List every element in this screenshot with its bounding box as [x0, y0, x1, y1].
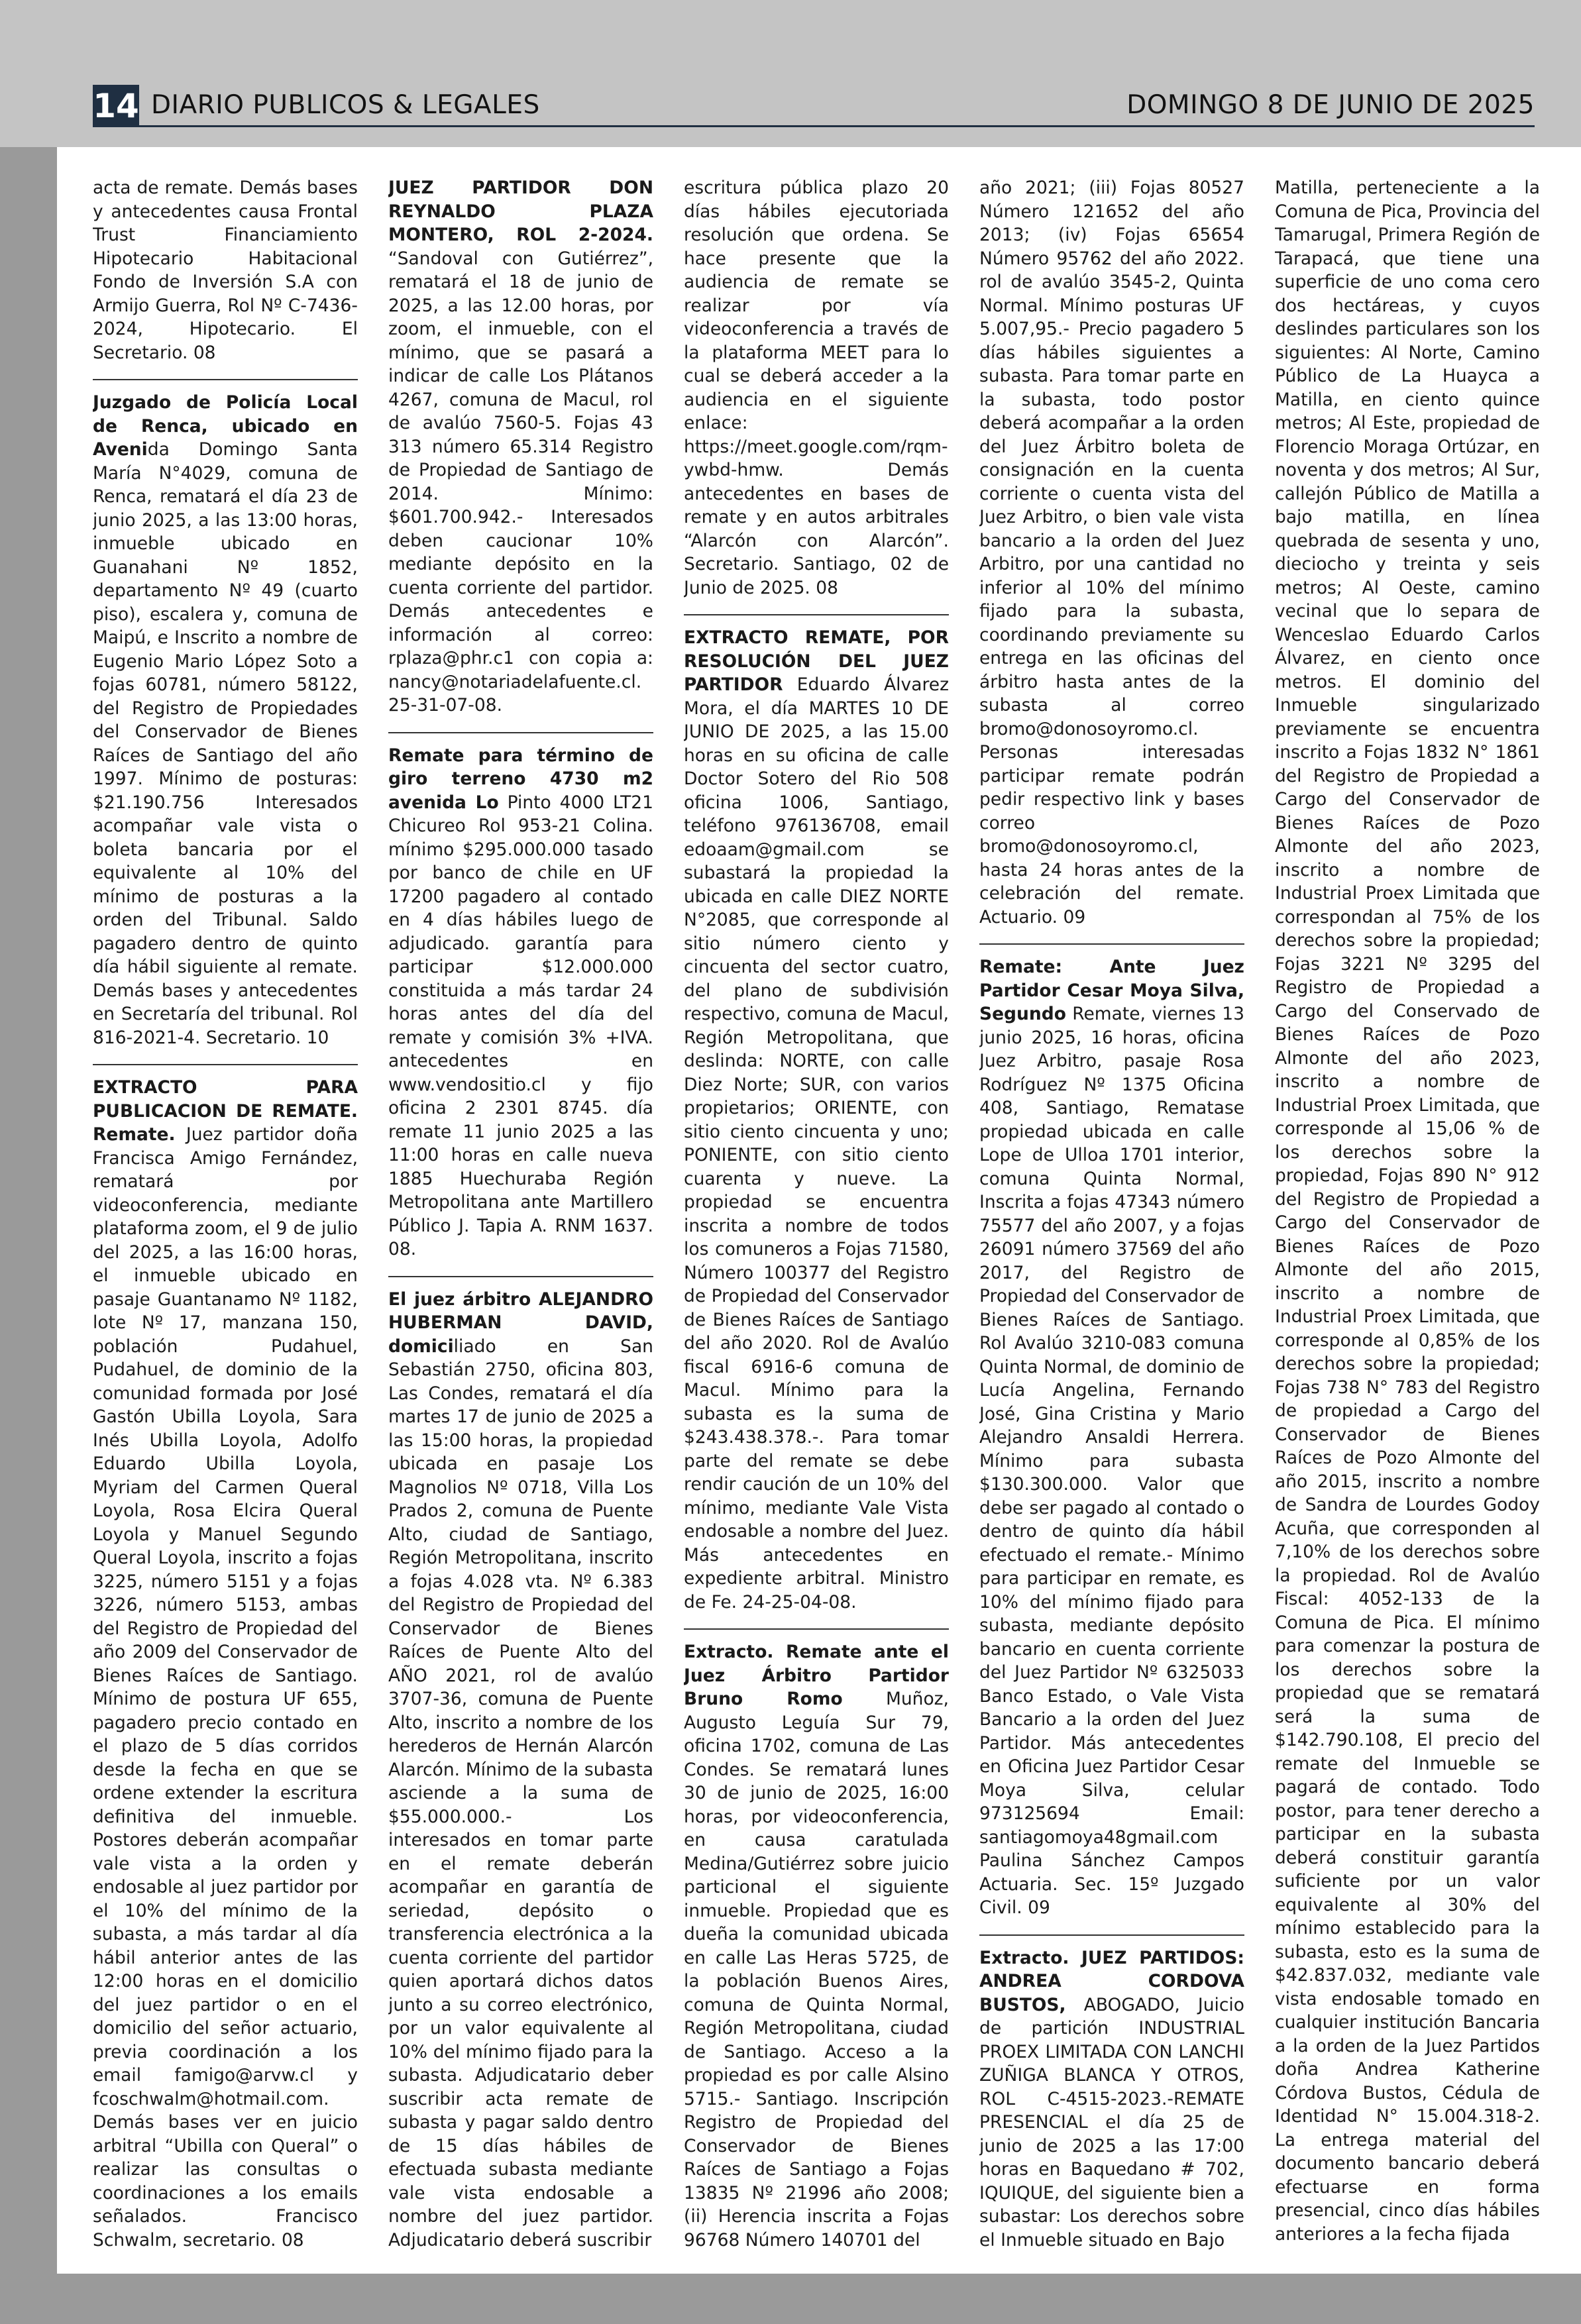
- notice-text: Juzgado de Policía Local de Renca, ubicado en Avenida Domingo Santa María N°4029, comuna de Renca, rematará el día 23 de junio 2025, a las 13:00 horas, inmueble ubicado en Guanahani Nº 1852, departamento Nº 49 (cuarto piso), escalera y, comuna de Maipú, e Inscrito a nombre de Eugenio Mario López Soto a fojas 60781, número 58122, del Registro de Propiedades del Conservador de Bienes Raíces de Santiago del año 1997. Mínimo de posturas: $21.190.756 Interesados acompañar vale vista o boleta bancaria por el equivalente al 10% del mínimo de posturas a la orden del Tribunal. Saldo pagadero dentro de quinto día hábil siguiente al remate. Demás bases y antecedentes en Secretaría del tribunal. Rol 816-2021-4. Secretario. 10: [93, 392, 358, 1048]
- notice-separator: [684, 1628, 949, 1630]
- notice-separator: [93, 379, 358, 380]
- column-5: [1275, 176, 1540, 2263]
- notice-text: escritura pública plazo 20 días hábiles ejecutoriada resolución que ordena. Se hace presente que la audiencia de remate se realizar por vía videoconferencia a través de la plataforma MEET para lo cual se deberá acceder a la audiencia en el siguiente enlace: https://meet.google.com/rqm-ywbd-hmw. Demás antecedentes en bases de remate y en autos arbitrales “Alarcón con Alarcón”. Secretario. Santiago, 02 de Junio de 2025. 08: [684, 178, 949, 598]
- notice-separator: [93, 1064, 358, 1065]
- notice-text: Remate: Ante Juez Partidor Cesar Moya Silva, Segundo Remate, viernes 13 junio 2025, 16 horas, oficina Juez Arbitro, pasaje Rosa Rodríguez Nº 1375 Oficina 408, Santiago, Rematase propiedad ubicada en calle Lope de Ulloa 1701 interior, comuna Quinta Normal, Inscrita a fojas 47343 número 75577 del año 2007, y a fojas 26091 número 37569 del año 2017, del Registro de Propiedad del Conservador de Bienes Raíces de Santiago. Rol Avalúo 3210-083 comuna Quinta Normal, de dominio de Lucía Angelina, Fernando José, Gina Cristina y Mario Alejandro Ansaldi Herrera. Mínimo para subasta $130.300.000. Valor que debe ser pagado al contado o dentro de quinto día hábil efectuado el remate.- Mínimo para participar en remate, es 10% del mínimo fijado para subasta, mediante depósito bancario en cuenta corriente del Juez Partidor Nº 6325033 Banco Estado, o Vale Vista Bancario a la orden del Juez Partidor. Más antecedentes en Oficina Juez Partidor Cesar Moya Silva, celular 973125694 Email: santiagomoya48gmail.com Paulina Sánchez Campos Actuaria. Sec. 15º Juzgado Civil. 09: [979, 957, 1244, 1918]
- notice-text: El juez árbitro ALEJANDRO HUBERMAN DAVID, domiciliado en San Sebastián 2750, oficina 803, Las Condes, rematará el día martes 17 de junio de 2025 a las 15:00 horas, la propiedad ubicada en pasaje Los Magnolios Nº 0718, Villa Los Prados 2, comuna de Puente Alto, ciudad de Santiago, Región Metropolitana, inscrito a fojas 4.028 vta. Nº 6.383 del Registro de Propiedad del Conservador de Bienes Raíces de Puente Alto del AÑO 2021, rol de avalúo 3707-36, comuna de Puente Alto, inscrito a nombre de los herederos de Hernán Alarcón Alarcón. Mínimo de la subasta asciende a la suma de $55.000.000.- Los interesados en tomar parte en el remate deberán acompañar en garantía de seriedad, depósito o transferencia electrónica a la cuenta corriente del partidor quien aportará dichos datos junto a su correo electrónico, por un valor equivalente al 10% del mínimo fijado para la subasta. Adjudicatario deber suscribir acta remate de subasta y pagar saldo dentro de 15 días hábiles de efectuada subasta mediante vale vista endosable a nombre del juez partidor. Adjudicatario deberá suscribir: [388, 1289, 653, 2250]
- notice-text: EXTRACTO PARA PUBLICACION DE REMATE. Remate. Juez partidor doña Francisca Amigo Fernández, rematará por videoconferencia, mediante plataforma zoom, el 9 de julio del 2025, a las 16:00 horas, el inmueble ubicado en pasaje Guantanamo Nº 1182, lote Nº 17, manzana 150, población Pudahuel, Pudahuel, de dominio de la comunidad formada por José Gastón Ubilla Loyola, Sara Inés Ubilla Loyola, Adolfo Eduardo Ubilla Loyola, Myriam del Carmen Queral Loyola, Rosa Elcira Queral Loyola y Manuel Segundo Queral Loyola, inscrito a fojas 3225, número 5151 y a fojas 3226, número 5153, ambas del Registro de Propiedad del año 2009 del Conservador de Bienes Raíces de Santiago. Mínimo de postura UF 655, pagadero precio contado en el plazo de 5 días corridos desde la fecha en que se ordene extender la escritura definitiva del inmueble. Postores deberán acompañar vale vista a la orden y endosable al juez partidor por el 10% del mínimo de la subasta, a más tardar al día hábil anterior antes de las 12:00 horas en el domicilio del juez partidor o en el domicilio del señor actuario, previa coordinación a los email famigo@arvw.cl y fcoschwalm@hotmail.com. Demás bases ver en juicio arbitral “Ubilla con Queral” o realizar las consultas o coordinaciones a los emails señalados. Francisco Schwalm, secretario. 08: [93, 1077, 358, 2250]
- notice-separator: [979, 1934, 1244, 1936]
- section-title: DIARIO PUBLICOS & LEGALES: [151, 90, 540, 120]
- notice-separator: [388, 1276, 653, 1277]
- page-number: 14: [93, 85, 139, 127]
- page-sheet: [57, 147, 1581, 2274]
- issue-date: DOMINGO 8 DE JUNIO DE 2025: [1126, 90, 1535, 120]
- column-4: [979, 176, 1244, 2263]
- column-2: [388, 176, 653, 2263]
- column-1: [93, 176, 358, 2263]
- notice-separator: [684, 614, 949, 615]
- notice-text: año 2021; (iii) Fojas 80527 Número 121652 del año 2013; (iv) Fojas 65654 Número 95762 del año 2022. rol de avalúo 3545-2, Quinta Normal. Mínimo posturas UF 5.007,95.- Precio pagadero 5 días hábiles siguientes a subasta. Para tomar parte en la subasta, todo postor deberá acompañar a la orden del Juez Árbitro boleta de consignación en la cuenta corriente o cuenta vista del Juez Arbitro, o bien vale vista bancario a la orden del Juez Arbitro, por una cantidad no inferior al 10% del mínimo fijado para la subasta, coordinando previamente su entrega en las oficinas del árbitro hasta antes de la subasta al correo bromo@donosoyromo.cl. Personas interesadas participar remate podrán pedir respectivo link y bases correo bromo@donosoyromo.cl, hasta 24 horas antes de la celebración del remate. Actuario. 09: [979, 178, 1244, 927]
- notice-text: Remate para término de giro terreno 4730 m2 avenida Lo Pinto 4000 LT21 Chicureo Rol 953-21 Colina. mínimo $295.000.000 tasado por banco de chile en UF 17200 pagadero al contado en 4 días hábiles luego de adjudicado. garantía para participar $12.000.000 constituida a más tardar 24 horas antes del día del remate y comisión 3% +IVA. antecedentes en www.vendositio.cl y fijo oficina 2 2301 8745. día remate 11 junio 2025 a las 11:00 horas en calle nueva 1885 Huechuraba Región Metropolitana ante Martillero Público J. Tapia A. RNM 1637. 08.: [388, 745, 653, 1259]
- notice-text: acta de remate. Demás bases y antecedentes causa Frontal Trust Financiamiento Hipotecario Habitacional Fondo de Inversión S.A con Armijo Guerra, Rol Nº C-7436-2024, Hipotecario. El Secretario. 08: [93, 178, 358, 363]
- page-header: [0, 0, 1581, 147]
- notice-text: JUEZ PARTIDOR DON REYNALDO PLAZA MONTERO, ROL 2-2024. “Sandoval con Gutiérrez”, rematará el 18 de junio de 2025, a las 12.00 horas, por zoom, el inmueble, con el mínimo, que se pasará a indicar de calle Los Plátanos 4267, comuna de Macul, rol de avalúo 7560-5. Fojas 43 313 número 65.314 Registro de Propiedad de Santiago de 2014. Mínimo: $601.700.942.- Interesados deben caucionar 10% mediante depósito en la cuenta corriente del partidor. Demás antecedentes e información al correo: rplaza@phr.c1 con copia a: nancy@notariadelafuente.cl. 25-31-07-08.: [388, 178, 653, 715]
- notice-separator: [388, 732, 653, 733]
- notice-text: EXTRACTO REMATE, POR RESOLUCIÓN DEL JUEZ PARTIDOR Eduardo Álvarez Mora, el día MARTES 10 DE JUNIO DE 2025, a las 15.00 horas en su oficina de calle Doctor Sotero del Rio 508 oficina 1006, Santiago, teléfono 976136708, email edoaam@gmail.com se subastará la propiedad la ubicada en calle DIEZ NORTE N°2085, que corresponde al sitio número ciento y cincuenta del sector cuatro, del plano de subdivisión respectivo, comuna de Macul, Región Metropolitana, que deslinda: NORTE, con calle Diez Norte; SUR, con varios propietarios; ORIENTE, con sitio ciento cincuenta y uno; PONIENTE, con sitio ciento cuarenta y nueve. La propiedad se encuentra inscrita a nombre de todos los comuneros a Fojas 71580, Número 100377 del Registro de Propiedad del Conservador de Bienes Raíces de Santiago del año 2020. Rol de Avalúo fiscal 6916-6 comuna de Macul. Mínimo para la subasta es la suma de $243.438.378.-. Para tomar parte del remate se debe rendir caución de un 10% del mínimo, mediante Vale Vista endosable a nombre del Juez. Más antecedentes en expediente arbitral. Ministro de Fe. 24-25-04-08.: [684, 627, 949, 1612]
- header-rule: [93, 125, 1535, 127]
- column-3: [684, 176, 949, 2263]
- notice-separator: [979, 943, 1244, 945]
- notice-text: Extracto. Remate ante el Juez Árbitro Partidor Bruno Romo Muñoz, Augusto Leguía Sur 79, oficina 1702, comuna de Las Condes. Se rematará lunes 30 de junio de 2025, 16:00 horas, por videoconferencia, en causa caratulada Medina/Gutiérrez sobre juicio particional el siguiente inmueble. Propiedad que es dueña la comunidad ubicada en calle Las Heras 5725, de la población Buenos Aires, comuna de Quinta Normal, Región Metropolitana, ciudad de Santiago. Acceso a la propiedad es por calle Alsino 5715.- Santiago. Inscripción Registro de Propiedad del Conservador de Bienes Raíces de Santiago a Fojas 13835 Nº 21996 año 2008; (ii) Herencia inscrita a Fojas 96768 Número 140701 del: [684, 1642, 949, 2250]
- notice-text: Extracto. JUEZ PARTIDOS: ANDREA CORDOVA BUSTOS, ABOGADO, Juicio de partición INDUSTRIAL PROEX LIMITADA CON LANCHI ZUÑIGA BLANCA Y OTROS, ROL C-4515-2023.-REMATE PRESENCIAL el día 25 de junio de 2025 a las 17:00 horas en Baquedano # 702, IQUIQUE, del siguiente bien a subastar: Los derechos sobre el Inmueble situado en Bajo: [979, 1947, 1244, 2250]
- notice-text: Matilla, perteneciente a la Comuna de Pica, Provincia del Tamarugal, Primera Región de Tarapacá, que tiene una superficie de uno coma cero dos hectáreas, y cuyos deslindes particulares son los siguientes: Al Norte, Camino Público de La Huayca a Matilla, en ciento quince metros; Al Este, propiedad de Florencio Moraga Ortúzar, en noventa y dos metros; Al Sur, callejón Público de Matilla a bajo matilla, en línea quebrada de sesenta y uno, dieciocho y treinta y seis metros; Al Oeste, camino vecinal que lo separa de Wenceslao Eduardo Carlos Álvarez, en ciento once metros. El dominio del Inmueble singularizado previamente se encuentra inscrito a Fojas 1832 N° 1861 del Registro de Propiedad a Cargo del Conservador de Bienes Raíces de Pozo Almonte del año 2023, inscrito a nombre de Industrial Proex Limitada que correspondan al 75% de los derechos sobre la propiedad; Fojas 3221 Nº 3295 del Registro de Propiedad a Cargo del Conservado de Bienes Raíces de Pozo Almonte del año 2023, inscrito a nombre de Industrial Proex Limitada, que corresponde al 15,06 % de los derechos sobre la propiedad, Fojas 890 N° 912 del Registro de Propiedad a Cargo del Conservador de Bienes Raíces de Pozo Almonte del año 2015, inscrito a nombre de Industrial Proex Limitada, que corresponde al 0,85% de los derechos sobre la propiedad; Fojas 738 N° 783 del Registro de propiedad a Cargo del Conservador de Bienes Raíces de Pozo Almonte del año 2015, inscrito a nombre de Sandra de Lourdes Godoy Acuña, que corresponden al 7,10% de los derechos sobre la propiedad. Rol de Avalúo Fiscal: 4052-133 de la Comuna de Pica. El mínimo para comenzar la postura de los derechos sobre la propiedad que se rematará será la suma de $142.790.108, El precio del remate del Inmueble se pagará de contado. Todo postor, para tener derecho a participar en la subasta deberá constituir garantía suficiente por un valor equivalente al 30% del mínimo establecido para la subasta, esto es la suma de $42.837.032, mediante vale vista endosable tomado en cualquier institución Bancaria a la orden de la Juez Partidos doña Andrea Katherine Córdova Bustos, Cédula de Identidad N° 15.004.318-2. La entrega material del documento bancario deberá efectuarse en forma presencial, cinco días hábiles anteriores a la fecha fijada: [1275, 178, 1540, 2245]
